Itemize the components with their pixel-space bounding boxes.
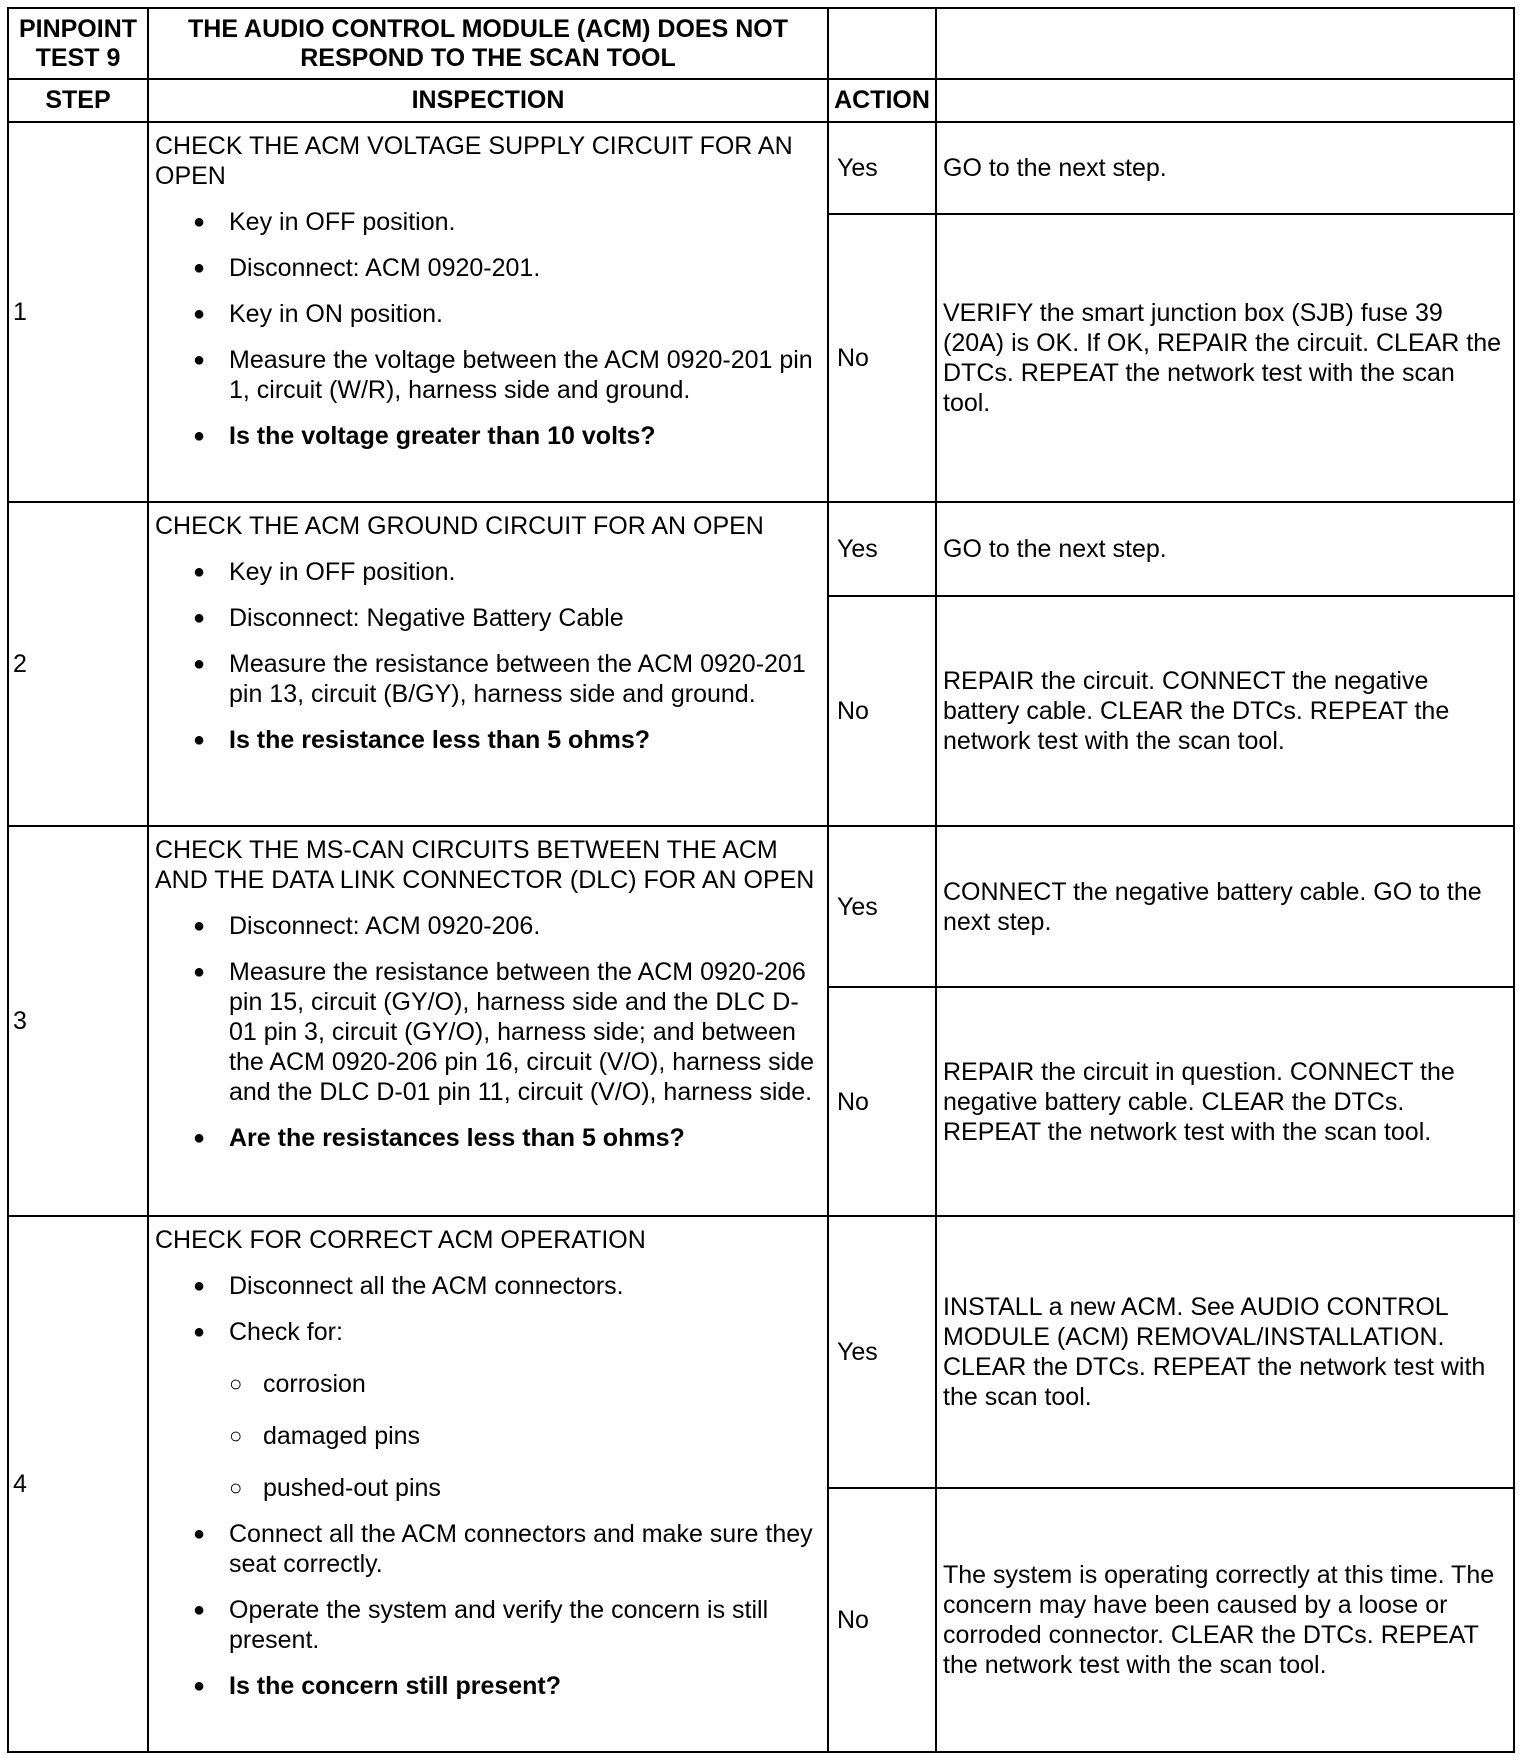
step-4-bullets [155,1271,821,1347]
yes-action: INSTALL a new ACM. See AUDIO CONTROL MODULE (ACM) REMOVAL/INSTALLATION. CLEAR the DTCs. REPEAT the network test with the scan tool. [936,1216,1514,1488]
title-blank-cell-right [936,8,1514,79]
step-2-bullets [155,557,821,755]
step-number: 2 [8,502,148,826]
bullet-item: ● Disconnect: Negative Battery Cable [193,603,821,633]
step-3-inspection [148,826,828,1216]
step-3-bullets [155,911,821,1153]
bullet-item: ● Key in OFF position. [193,207,821,237]
col-inspection-header: INSPECTION [148,79,828,122]
no-action: The system is operating correctly at this time. The concern may have been caused by a loose or corroded connector. CLEAR the DTCs. REPEAT the network test with the scan tool. [936,1488,1514,1752]
no-label: No [828,1488,936,1752]
step-2-yes-row [8,502,1514,596]
title-row [8,8,1514,79]
step-4-inspection [148,1216,828,1752]
no-label: No [828,987,936,1216]
step-number: 1 [8,122,148,502]
step-title: CHECK THE ACM GROUND CIRCUIT FOR AN OPEN [155,512,764,540]
no-action: REPAIR the circuit in question. CONNECT the negative battery cable. CLEAR the DTCs. REPEAT the network test with the scan tool. [936,987,1514,1216]
col-blank-header [936,79,1514,122]
col-step-header: STEP [8,79,148,122]
column-header-row [8,79,1514,122]
yes-label: Yes [828,826,936,987]
pinpoint-test-sheet [7,7,1513,1751]
step-4-yes-row [8,1216,1514,1488]
step-1-yes-row [8,122,1514,214]
no-label: No [828,214,936,502]
bullet-item: ● Measure the voltage between the ACM 0920-201 pin 1, circuit (W/R), harness side and ground. [193,345,821,405]
bullet-item: ● Disconnect: ACM 0920-206. [193,911,821,941]
no-action: REPAIR the circuit. CONNECT the negative battery cable. CLEAR the DTCs. REPEAT the network test with the scan tool. [936,596,1514,826]
step-4-subitems [155,1369,821,1503]
yes-label: Yes [828,1216,936,1488]
bullet-item: ● Connect all the ACM connectors and make sure they seat correctly. [193,1519,821,1579]
pinpoint-label: PINPOINT TEST 9 [8,8,148,79]
step-question: ● Are the resistances less than 5 ohms? [193,1123,821,1153]
bullet-item: ● Key in OFF position. [193,557,821,587]
step-1-inspection [148,122,828,502]
bullet-item: ● Operate the system and verify the concern is still present. [193,1595,821,1655]
sub-item: ○ damaged pins [229,1421,821,1451]
yes-label: Yes [828,502,936,596]
step-question: ● Is the concern still present? [193,1671,821,1701]
sub-item: ○ corrosion [229,1369,821,1399]
step-4-bullets-continued [155,1519,821,1701]
bullet-item [193,1317,821,1347]
bullet-item: ● Disconnect all the ACM connectors. [193,1271,821,1301]
pinpoint-test-table [7,7,1515,1753]
title-blank-cell [828,8,936,79]
yes-action: CONNECT the negative battery cable. GO to the next step. [936,826,1514,987]
step-question: ● Is the voltage greater than 10 volts? [193,421,821,451]
yes-action: GO to the next step. [936,502,1514,596]
no-label: No [828,596,936,826]
sub-item: ○ pushed-out pins [229,1473,821,1503]
yes-action: GO to the next step. [936,122,1514,214]
step-number: 4 [8,1216,148,1752]
yes-label: Yes [828,122,936,214]
test-title: THE AUDIO CONTROL MODULE (ACM) DOES NOT RESPOND TO THE SCAN TOOL [148,8,828,79]
step-number: 3 [8,826,148,1216]
bullet-text: Check for: [229,1318,343,1346]
step-title: CHECK THE ACM VOLTAGE SUPPLY CIRCUIT FOR AN OPEN [155,132,793,190]
step-question: ● Is the resistance less than 5 ohms? [193,725,821,755]
col-action-header: ACTION [828,79,936,122]
step-title: CHECK FOR CORRECT ACM OPERATION [155,1226,646,1254]
step-title: CHECK THE MS-CAN CIRCUITS BETWEEN THE ACM AND THE DATA LINK CONNECTOR (DLC) FOR AN OPEN [155,836,815,894]
step-1-bullets [155,207,821,451]
step-3-yes-row [8,826,1514,987]
no-action: VERIFY the smart junction box (SJB) fuse 39 (20A) is OK. If OK, REPAIR the circuit. CLEAR the DTCs. REPEAT the network test with the scan tool. [936,214,1514,502]
bullet-item: ● Disconnect: ACM 0920-201. [193,253,821,283]
bullet-item: ● Key in ON position. [193,299,821,329]
bullet-item: ● Measure the resistance between the ACM 0920-201 pin 13, circuit (B/GY), harness side and ground. [193,649,821,709]
bullet-item: ● Measure the resistance between the ACM 0920-206 pin 15, circuit (GY/O), harness side and the DLC D-01 pin 3, circuit (GY/O), harness side; and between the ACM 0920-206 pin 16, circuit (V/O), harness side and the DLC D-01 pin 11, circuit (V/O), harness side. [193,957,821,1107]
step-2-inspection [148,502,828,826]
